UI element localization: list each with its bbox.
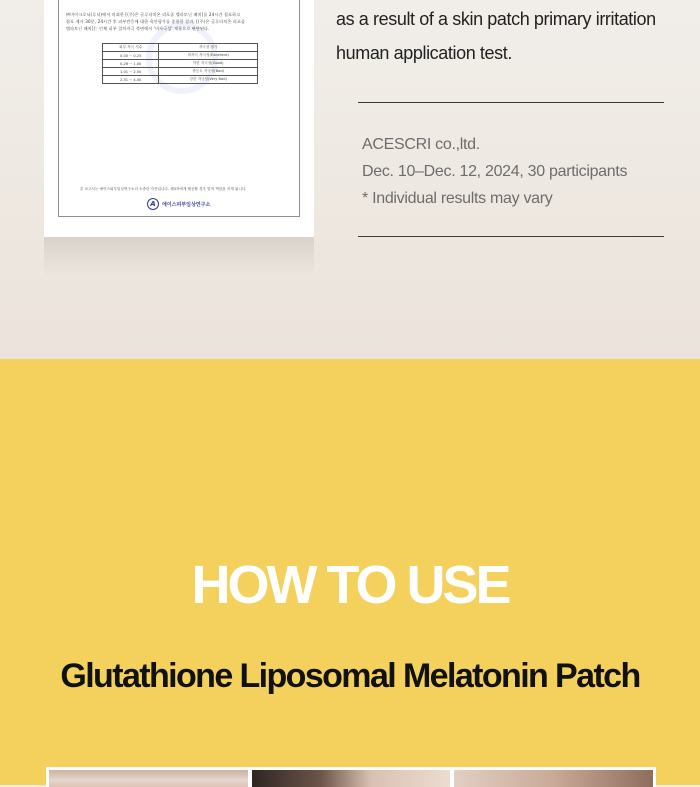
divider-bottom xyxy=(358,236,664,237)
table-row xyxy=(103,60,258,68)
lab-logo xyxy=(147,198,210,210)
how-to-use-section xyxy=(0,359,700,785)
usage-photo-strip xyxy=(46,767,656,787)
table-cell: 1.01 ~ 2.50 xyxy=(103,68,159,76)
usage-photo xyxy=(454,770,653,787)
test-disclaimer: * Individual results may vary xyxy=(362,190,553,207)
test-lab: ACESCRI co.,ltd. xyxy=(362,136,480,153)
certificate-intro-line: 멜라토닌 패치]는 인체 피부 일차자극 측면에서 '비자극성' 제품으로 판단된다. xyxy=(66,26,210,31)
usage-photo xyxy=(252,770,451,787)
table-header: 자극성 평가 xyxy=(159,44,258,52)
claim-line: human application test. xyxy=(336,43,512,63)
table-cell: 강한 자극성(Very Bad) xyxy=(159,76,258,84)
test-certificate-document xyxy=(44,0,314,237)
table-cell: 비자극 자극성(Excellent) xyxy=(159,52,258,60)
lab-logo-name: 에이스피부임상연구소 xyxy=(162,201,211,208)
table-cell: 0.00 ~ 0.25 xyxy=(103,52,159,60)
test-result-section xyxy=(0,0,700,359)
lab-logo-icon: A xyxy=(147,198,159,210)
table-cell: 0.26 ~ 1.00 xyxy=(103,60,159,68)
certificate-intro-line: 접포 제거 30분, 24시간 후 피부반응에 대한 육안평가를 종합한 결과, [(주)은 글루타치온 리포좀 xyxy=(66,19,246,24)
usage-photo xyxy=(49,770,248,787)
table-header-row xyxy=(103,44,258,52)
certificate-footer-note: 본 보고서는 에이스피부임상연구소의 소중한 자산입니다. 제3자에게 제공할 경우 법적 책임을 지게 됩니다. xyxy=(80,187,247,191)
product-name: Glutathione Liposomal Melatonin Patch xyxy=(60,657,640,695)
how-to-use-heading: HOW TO USE xyxy=(191,555,509,615)
table-header: 피부 자극 지수 xyxy=(103,44,159,52)
table-row xyxy=(103,76,258,84)
certificate-intro-line: ㈜마이크로닉(루닉)에서 의뢰한 [(주)은 글루타치온 리포좀 멜라토닌 패치]를 24시간 접포하고 xyxy=(66,12,241,17)
test-period: Dec. 10–Dec. 12, 2024, 30 participants xyxy=(362,163,628,180)
table-cell: 2.51 ~ 4.00 xyxy=(103,76,159,84)
table-cell: 중등도 자극성(Bad) xyxy=(159,68,258,76)
table-row xyxy=(103,52,258,60)
irritation-scale-table xyxy=(102,43,258,84)
claim-line: as a result of a skin patch primary irritation xyxy=(336,9,656,29)
divider-top xyxy=(358,102,664,103)
document-shadow xyxy=(44,236,314,276)
table-cell: 약한 자극성(Good) xyxy=(159,60,258,68)
table-row xyxy=(103,68,258,76)
